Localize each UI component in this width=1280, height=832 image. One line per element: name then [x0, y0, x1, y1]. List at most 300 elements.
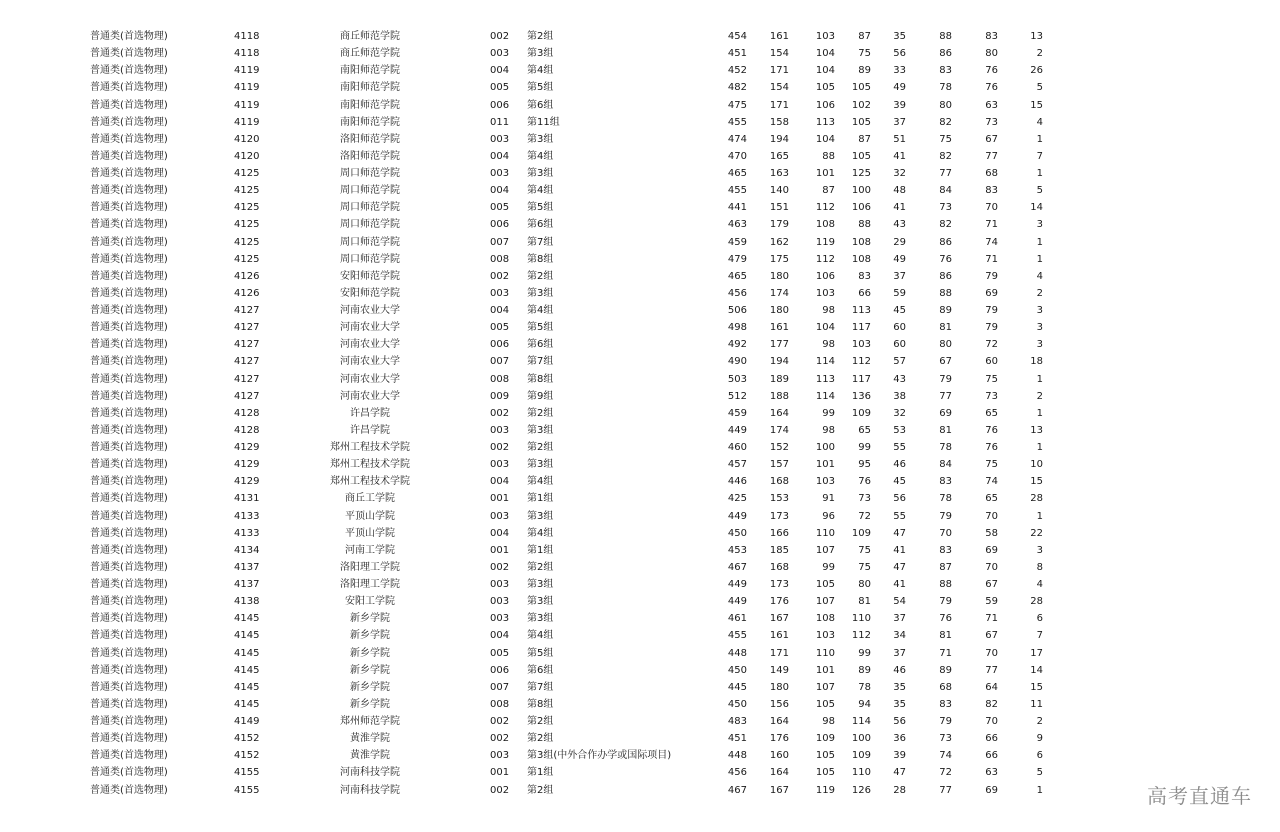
school-code-cell: 4127: [234, 373, 260, 385]
score-7-cell: 74: [985, 476, 998, 488]
school-name-cell: 河南农业大学: [340, 373, 400, 385]
group-code-cell: 009: [490, 390, 510, 402]
score-2-cell: 179: [769, 219, 789, 231]
score-7-cell: 70: [985, 716, 998, 727]
total-score-cell: 475: [727, 99, 747, 111]
school-code-cell: 4152: [234, 733, 260, 745]
score-5-cell: 33: [893, 65, 906, 77]
score-7-cell: 74: [985, 236, 998, 248]
table-row: [0, 234, 1280, 251]
school-name-cell: 安阳师范学院: [340, 270, 400, 282]
group-name-cell: 第4组: [527, 527, 554, 539]
score-2-cell: 165: [769, 150, 789, 162]
score-7-cell: 73: [985, 390, 998, 402]
total-score-cell: 450: [727, 664, 747, 676]
score-5-cell: 48: [893, 185, 906, 197]
score-2-cell: 175: [769, 253, 789, 265]
batch-type-cell: 普通类(首选物理): [90, 476, 168, 488]
count-cell: 26: [1030, 65, 1043, 77]
school-name-cell: 新乡学院: [350, 681, 390, 693]
batch-type-cell: 普通类(首选物理): [90, 82, 168, 94]
score-2-cell: 153: [769, 493, 789, 505]
group-code-cell: 005: [490, 647, 510, 659]
score-6-cell: 82: [939, 150, 952, 162]
score-3-cell: 113: [815, 373, 835, 385]
group-name-cell: 第3组: [527, 459, 554, 471]
score-6-cell: 80: [939, 99, 952, 111]
count-cell: 15: [1030, 476, 1043, 488]
score-7-cell: 75: [985, 459, 998, 471]
score-4-cell: 105: [851, 82, 871, 94]
score-3-cell: 105: [815, 698, 835, 710]
score-6-cell: 75: [939, 133, 952, 145]
school-name-cell: 洛阳理工学院: [340, 579, 400, 590]
score-5-cell: 38: [893, 390, 906, 402]
batch-type-cell: 普通类(首选物理): [90, 287, 168, 299]
table-row: [0, 131, 1280, 148]
table-row: [0, 542, 1280, 559]
score-6-cell: 83: [939, 476, 952, 488]
score-2-cell: 174: [769, 287, 789, 299]
batch-type-cell: 普通类(首选物理): [90, 305, 168, 316]
score-2-cell: 161: [769, 31, 789, 42]
score-2-cell: 167: [769, 784, 789, 796]
score-3-cell: 98: [822, 716, 835, 727]
total-score-cell: 482: [727, 82, 747, 94]
group-code-cell: 006: [490, 339, 510, 351]
total-score-cell: 459: [727, 236, 747, 248]
batch-type-cell: 普通类(首选物理): [90, 698, 168, 710]
total-score-cell: 455: [727, 630, 747, 642]
score-2-cell: 158: [769, 116, 789, 128]
group-name-cell: 第4组: [527, 150, 554, 162]
school-code-cell: 4120: [234, 150, 260, 162]
score-7-cell: 67: [985, 579, 998, 590]
school-name-cell: 河南工学院: [345, 544, 395, 556]
batch-type-cell: 普通类(首选物理): [90, 716, 168, 727]
score-3-cell: 110: [815, 527, 835, 539]
school-code-cell: 4149: [234, 716, 260, 727]
school-code-cell: 4118: [234, 31, 260, 42]
score-3-cell: 98: [822, 424, 835, 436]
school-name-cell: 洛阳师范学院: [340, 150, 400, 162]
score-5-cell: 41: [893, 544, 906, 556]
score-5-cell: 54: [893, 596, 906, 608]
score-2-cell: 177: [769, 339, 789, 351]
score-7-cell: 58: [985, 527, 998, 539]
score-4-cell: 89: [858, 65, 871, 77]
count-cell: 1: [1036, 253, 1043, 265]
score-5-cell: 60: [893, 339, 906, 351]
group-code-cell: 001: [490, 493, 510, 505]
score-2-cell: 160: [769, 750, 789, 762]
batch-type-cell: 普通类(首选物理): [90, 356, 168, 368]
score-5-cell: 35: [893, 698, 906, 710]
group-name-cell: 第8组: [527, 373, 554, 385]
score-2-cell: 185: [769, 544, 789, 556]
score-3-cell: 103: [815, 287, 835, 299]
group-name-cell: 第8组: [527, 698, 554, 710]
score-2-cell: 173: [769, 510, 789, 522]
group-code-cell: 004: [490, 150, 510, 162]
score-7-cell: 79: [985, 322, 998, 334]
score-4-cell: 117: [851, 322, 871, 334]
score-7-cell: 83: [985, 185, 998, 197]
table-row: [0, 148, 1280, 165]
count-cell: 4: [1036, 579, 1043, 590]
count-cell: 9: [1036, 733, 1043, 745]
score-5-cell: 37: [893, 116, 906, 128]
batch-type-cell: 普通类(首选物理): [90, 613, 168, 625]
school-code-cell: 4145: [234, 613, 260, 625]
group-code-cell: 007: [490, 236, 510, 248]
score-5-cell: 32: [893, 407, 906, 419]
table-row: [0, 302, 1280, 319]
group-code-cell: 006: [490, 99, 510, 111]
score-4-cell: 94: [858, 698, 871, 710]
score-3-cell: 110: [815, 647, 835, 659]
count-cell: 2: [1036, 390, 1043, 402]
score-6-cell: 81: [939, 424, 952, 436]
count-cell: 7: [1036, 150, 1043, 162]
batch-type-cell: 普通类(首选物理): [90, 664, 168, 676]
total-score-cell: 467: [727, 784, 747, 796]
batch-type-cell: 普通类(首选物理): [90, 750, 168, 762]
count-cell: 1: [1036, 510, 1043, 522]
count-cell: 8: [1036, 561, 1043, 573]
score-5-cell: 49: [893, 82, 906, 94]
school-code-cell: 4145: [234, 681, 260, 693]
school-code-cell: 4118: [234, 48, 260, 60]
score-5-cell: 32: [893, 168, 906, 179]
group-name-cell: 第5组: [527, 82, 554, 94]
group-name-cell: 第4组: [527, 65, 554, 77]
score-5-cell: 45: [893, 305, 906, 316]
score-5-cell: 57: [893, 356, 906, 368]
group-name-cell: 第6组: [527, 664, 554, 676]
school-name-cell: 黄淮学院: [350, 733, 390, 745]
score-4-cell: 108: [851, 236, 871, 248]
school-code-cell: 4133: [234, 510, 260, 522]
school-code-cell: 4119: [234, 116, 260, 128]
table-row: [0, 610, 1280, 627]
score-2-cell: 149: [769, 664, 789, 676]
table-row: [0, 525, 1280, 542]
table-row: [0, 199, 1280, 216]
school-name-cell: 南阳师范学院: [340, 99, 400, 111]
score-7-cell: 63: [985, 767, 998, 779]
school-code-cell: 4119: [234, 99, 260, 111]
score-5-cell: 53: [893, 424, 906, 436]
score-7-cell: 76: [985, 424, 998, 436]
school-name-cell: 周口师范学院: [340, 202, 400, 214]
batch-type-cell: 普通类(首选物理): [90, 65, 168, 77]
score-6-cell: 89: [939, 305, 952, 316]
group-code-cell: 003: [490, 424, 510, 436]
table-row: [0, 388, 1280, 405]
school-name-cell: 许昌学院: [350, 407, 390, 419]
table-row: [0, 371, 1280, 388]
total-score-cell: 451: [727, 733, 747, 745]
total-score-cell: 506: [727, 305, 747, 316]
score-2-cell: 161: [769, 322, 789, 334]
school-code-cell: 4134: [234, 544, 260, 556]
score-4-cell: 106: [851, 202, 871, 214]
score-2-cell: 154: [769, 82, 789, 94]
score-5-cell: 47: [893, 767, 906, 779]
batch-type-cell: 普通类(首选物理): [90, 168, 168, 179]
batch-type-cell: 普通类(首选物理): [90, 31, 168, 42]
score-3-cell: 96: [822, 510, 835, 522]
count-cell: 5: [1036, 185, 1043, 197]
batch-type-cell: 普通类(首选物理): [90, 236, 168, 248]
score-3-cell: 99: [822, 561, 835, 573]
score-6-cell: 79: [939, 716, 952, 727]
school-name-cell: 商丘师范学院: [340, 48, 400, 60]
score-5-cell: 55: [893, 510, 906, 522]
batch-type-cell: 普通类(首选物理): [90, 767, 168, 779]
total-score-cell: 490: [727, 356, 747, 368]
score-6-cell: 81: [939, 630, 952, 642]
group-code-cell: 003: [490, 459, 510, 471]
count-cell: 10: [1030, 459, 1043, 471]
table-row: [0, 730, 1280, 747]
score-6-cell: 71: [939, 647, 952, 659]
score-7-cell: 64: [985, 681, 998, 693]
total-score-cell: 492: [727, 339, 747, 351]
score-5-cell: 56: [893, 48, 906, 60]
count-cell: 6: [1036, 750, 1043, 762]
score-4-cell: 126: [851, 784, 871, 796]
school-name-cell: 平顶山学院: [345, 510, 395, 522]
count-cell: 3: [1036, 322, 1043, 334]
group-code-cell: 004: [490, 185, 510, 197]
school-code-cell: 4137: [234, 579, 260, 590]
score-7-cell: 72: [985, 339, 998, 351]
school-name-cell: 南阳师范学院: [340, 116, 400, 128]
total-score-cell: 449: [727, 510, 747, 522]
total-score-cell: 445: [727, 681, 747, 693]
count-cell: 11: [1030, 698, 1043, 710]
score-7-cell: 68: [985, 168, 998, 179]
total-score-cell: 454: [727, 31, 747, 42]
score-4-cell: 109: [851, 407, 871, 419]
table-row: [0, 645, 1280, 662]
score-4-cell: 83: [858, 270, 871, 282]
group-name-cell: 第3组: [527, 579, 554, 590]
school-code-cell: 4119: [234, 82, 260, 94]
batch-type-cell: 普通类(首选物理): [90, 48, 168, 60]
school-name-cell: 洛阳理工学院: [340, 561, 400, 573]
score-5-cell: 29: [893, 236, 906, 248]
school-name-cell: 周口师范学院: [340, 253, 400, 265]
group-code-cell: 003: [490, 48, 510, 60]
batch-type-cell: 普通类(首选物理): [90, 579, 168, 590]
count-cell: 14: [1030, 664, 1043, 676]
score-2-cell: 168: [769, 476, 789, 488]
score-3-cell: 104: [815, 322, 835, 334]
score-2-cell: 174: [769, 424, 789, 436]
score-2-cell: 156: [769, 698, 789, 710]
score-7-cell: 69: [985, 544, 998, 556]
group-code-cell: 002: [490, 31, 510, 42]
score-4-cell: 108: [851, 253, 871, 265]
school-name-cell: 平顶山学院: [345, 527, 395, 539]
score-6-cell: 74: [939, 750, 952, 762]
count-cell: 4: [1036, 270, 1043, 282]
group-name-cell: 第3组: [527, 510, 554, 522]
score-3-cell: 98: [822, 305, 835, 316]
group-name-cell: 第11组: [527, 116, 560, 128]
score-2-cell: 164: [769, 407, 789, 419]
group-code-cell: 002: [490, 407, 510, 419]
score-7-cell: 79: [985, 270, 998, 282]
score-6-cell: 72: [939, 767, 952, 779]
score-4-cell: 80: [858, 579, 871, 590]
total-score-cell: 448: [727, 647, 747, 659]
school-code-cell: 4125: [234, 185, 260, 197]
group-code-cell: 003: [490, 579, 510, 590]
group-name-cell: 第6组: [527, 339, 554, 351]
school-code-cell: 4145: [234, 647, 260, 659]
total-score-cell: 470: [727, 150, 747, 162]
score-6-cell: 77: [939, 390, 952, 402]
score-2-cell: 167: [769, 613, 789, 625]
score-4-cell: 117: [851, 373, 871, 385]
score-7-cell: 71: [985, 613, 998, 625]
group-name-cell: 第2组: [527, 442, 554, 453]
count-cell: 1: [1036, 407, 1043, 419]
group-name-cell: 第5组: [527, 647, 554, 659]
table-row: [0, 336, 1280, 353]
score-4-cell: 100: [851, 185, 871, 197]
school-name-cell: 河南科技学院: [340, 784, 400, 796]
school-name-cell: 周口师范学院: [340, 168, 400, 179]
score-7-cell: 77: [985, 150, 998, 162]
school-name-cell: 许昌学院: [350, 424, 390, 436]
score-2-cell: 194: [769, 356, 789, 368]
count-cell: 18: [1030, 356, 1043, 368]
score-6-cell: 88: [939, 579, 952, 590]
score-6-cell: 88: [939, 287, 952, 299]
group-name-cell: 第7组: [527, 356, 554, 368]
count-cell: 1: [1036, 236, 1043, 248]
table-row: [0, 490, 1280, 507]
school-name-cell: 洛阳师范学院: [340, 133, 400, 145]
score-2-cell: 168: [769, 561, 789, 573]
score-7-cell: 66: [985, 733, 998, 745]
table-row: [0, 268, 1280, 285]
score-7-cell: 65: [985, 493, 998, 505]
score-4-cell: 72: [858, 510, 871, 522]
score-5-cell: 46: [893, 459, 906, 471]
score-3-cell: 114: [815, 390, 835, 402]
school-code-cell: 4127: [234, 356, 260, 368]
batch-type-cell: 普通类(首选物理): [90, 544, 168, 556]
score-3-cell: 105: [815, 767, 835, 779]
score-7-cell: 66: [985, 750, 998, 762]
score-7-cell: 70: [985, 510, 998, 522]
score-2-cell: 152: [769, 442, 789, 453]
total-score-cell: 446: [727, 476, 747, 488]
school-name-cell: 黄淮学院: [350, 750, 390, 762]
total-score-cell: 467: [727, 561, 747, 573]
school-name-cell: 南阳师范学院: [340, 82, 400, 94]
total-score-cell: 479: [727, 253, 747, 265]
score-6-cell: 84: [939, 185, 952, 197]
group-code-cell: 004: [490, 630, 510, 642]
group-name-cell: 第4组: [527, 305, 554, 316]
batch-type-cell: 普通类(首选物理): [90, 733, 168, 745]
score-2-cell: 164: [769, 716, 789, 727]
score-3-cell: 114: [815, 356, 835, 368]
score-7-cell: 67: [985, 630, 998, 642]
school-code-cell: 4129: [234, 476, 260, 488]
total-score-cell: 449: [727, 596, 747, 608]
count-cell: 28: [1030, 493, 1043, 505]
total-score-cell: 457: [727, 459, 747, 471]
score-6-cell: 77: [939, 784, 952, 796]
score-4-cell: 114: [851, 716, 871, 727]
batch-type-cell: 普通类(首选物理): [90, 150, 168, 162]
total-score-cell: 465: [727, 168, 747, 179]
total-score-cell: 498: [727, 322, 747, 334]
score-5-cell: 43: [893, 219, 906, 231]
group-code-cell: 008: [490, 698, 510, 710]
score-3-cell: 112: [815, 253, 835, 265]
score-4-cell: 81: [858, 596, 871, 608]
count-cell: 28: [1030, 596, 1043, 608]
score-3-cell: 98: [822, 339, 835, 351]
score-2-cell: 171: [769, 65, 789, 77]
score-5-cell: 56: [893, 493, 906, 505]
table-row: [0, 456, 1280, 473]
score-7-cell: 83: [985, 31, 998, 42]
count-cell: 1: [1036, 133, 1043, 145]
score-3-cell: 91: [822, 493, 835, 505]
school-code-cell: 4127: [234, 305, 260, 316]
table-row: [0, 165, 1280, 182]
school-code-cell: 4125: [234, 253, 260, 265]
table-row: [0, 353, 1280, 370]
group-code-cell: 002: [490, 784, 510, 796]
total-score-cell: 463: [727, 219, 747, 231]
score-5-cell: 37: [893, 613, 906, 625]
score-2-cell: 171: [769, 647, 789, 659]
school-name-cell: 安阳师范学院: [340, 287, 400, 299]
score-4-cell: 102: [851, 99, 871, 111]
score-5-cell: 37: [893, 270, 906, 282]
table-row: [0, 97, 1280, 114]
batch-type-cell: 普通类(首选物理): [90, 270, 168, 282]
group-name-cell: 第1组: [527, 544, 554, 556]
group-name-cell: 第7组: [527, 236, 554, 248]
score-2-cell: 151: [769, 202, 789, 214]
score-4-cell: 99: [858, 647, 871, 659]
school-name-cell: 南阳师范学院: [340, 65, 400, 77]
batch-type-cell: 普通类(首选物理): [90, 510, 168, 522]
school-name-cell: 新乡学院: [350, 613, 390, 625]
score-5-cell: 41: [893, 202, 906, 214]
score-2-cell: 194: [769, 133, 789, 145]
table-row: [0, 319, 1280, 336]
count-cell: 17: [1030, 647, 1043, 659]
score-6-cell: 86: [939, 270, 952, 282]
score-6-cell: 82: [939, 219, 952, 231]
group-name-cell: 第2组: [527, 733, 554, 745]
school-code-cell: 4155: [234, 767, 260, 779]
school-name-cell: 河南科技学院: [340, 767, 400, 779]
